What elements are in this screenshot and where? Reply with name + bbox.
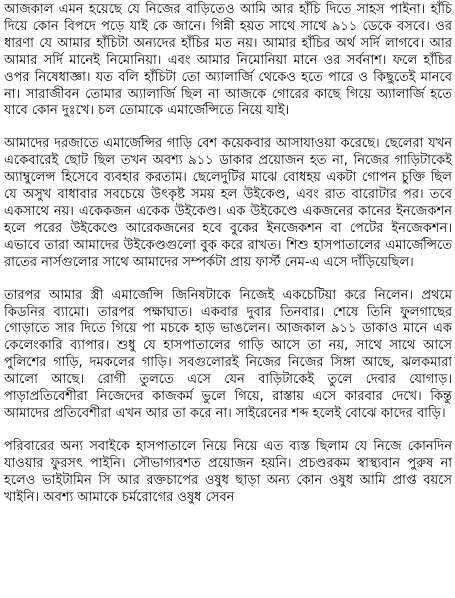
paragraph: পরিবারের অন্য সবাইকে হাসপাতালে নিয়ে নিয়ে এত ব্যস্ত ছিলাম যে নিজে কোনদিন যাওয়ার ফুরসৎ পাইনি। সৌভাগ্যবশত প্রয়োজন হয়নি। প্রচণ্ডরকম স্বাস্থ্যবান পুরুষ না হলেও ভাইটামিন সি আর রক্তচাপের ওষুধ ছাড়া অন্য কোন ওষুধ আমি প্রাপ্ত বয়সে খাইনি। অবশ্য আমাকে চর্মরোগের ওষুধ সেবন [4, 438, 452, 505]
paragraph: আমাদের দরজাতে এমার্জেন্সির গাড়ি বেশ কয়েকবার আসাযাওয়া করেছে। ছেলেরা যখন একেবারেই ছোট ছিল তখন অবশ্য ৯১১ ডাকার প্রয়োজন হত না, নিজের গাড়িটাকেই অ্যাম্বুলেন্স হিসেবে ব্যবহার করতাম। ছেলেদুটির মাঝে বোধহয় একটা গোপন চুক্তি ছিল যে অসুখ বাধাবার সবচেয়ে উৎকৃষ্ট সময় হল উইকেণ্ড, এবং রাত বারোটার পর। তবে একসাথে নয়। একেকজন একেক উইকেণ্ড। এক উইকেণ্ডে একজনের কানের ইনজেকশন হলে পরের উইকেণ্ডে আরেকজনের হবে বুকের ইনজেকশন বা পেটের ইনজেকশন। এভাবে তারা আমাদের উইকেণ্ডগুলো বুক করে রাখত। শিশু হাসপাতালের এমার্জেন্সিতে রাতের নার্সগুলোর সাথে আমাদের সম্পর্কটা প্রায় ফার্স্ট নেম-এ এসে দাঁড়িয়েছিল। [4, 136, 452, 270]
paragraph: আজকাল এমন হয়েছে যে নিজের বাড়িতেও আমি আর হাঁচি দিতে সাহস পাইনা। হাঁচি দিয়ে কোন বিপদে পড়ে যাই কে জানে। গিন্নী হয়ত সাথে সাথে ৯১১ ডেকে বসবে। ওর ধারণা যে আমার হাঁচিটা অন্যদের হাঁচির মত নয়। আমার হাঁচির অর্থ সর্দি লাগবে। আর আমার সর্দি মানেই নিমোনিয়া। এবং আমার নিমোনিয়া মানে ওর সর্বনাশ। ফলে হাঁচির ওপর নিষেধাজ্ঞা। যত বলি হাঁচিটা তো অ্যালার্জি থেকেও হতে পারে ও কিছুতেই মানবে না। সারাজীবন তোমার অ্যালার্জি ছিল না আজকে গোরের কাছে গিয়ে অ্যালার্জি হতে যাবে কোন দুঃখে। চল তোমাকে এমার্জেন্সিতে নিয়ে যাই। [4, 2, 452, 119]
paragraph: তারপর আমার স্ত্রী এমার্জেন্সি জিনিষটাকে নিজেই একচেটিয়া করে নিলেন। প্রথমে কিডনির ব্যামো। তারপর পক্ষাঘাত। একবার দুবার তিনবার। শেষে তিনি ফুলগাছের গোড়াতে সার দিতে গিয়ে পা মচকে হাড় ভাঙলেন। আজকাল ৯১১ ডাকাও মানে এক কেলেংকারি ব্যাপার। শুধু যে হাসপাতালের গাড়ি আসে তা নয়, সাথে সাথে আসে পুলিশের গাড়ি, দমকলের গাড়ি। সবগুলোরই নিজের নিজের সিঙ্গা আছে, ঝলকমারা আলো আছে। রোগী তুলতে এসে যেন বাড়িটাকেই তুলে দেবার যোগাড়। পাড়াপ্রতিবেশীরা নিজেদের কাজকর্ম ভুলে গিয়ে, রাস্তায় এসে কারবার দেখে। কিন্তু আমাদের প্রতিবেশীরা এখন আর তা করে না। সাইরেনের শব্দ হলেই বোঝে কাদের বাড়ি। [4, 287, 452, 421]
